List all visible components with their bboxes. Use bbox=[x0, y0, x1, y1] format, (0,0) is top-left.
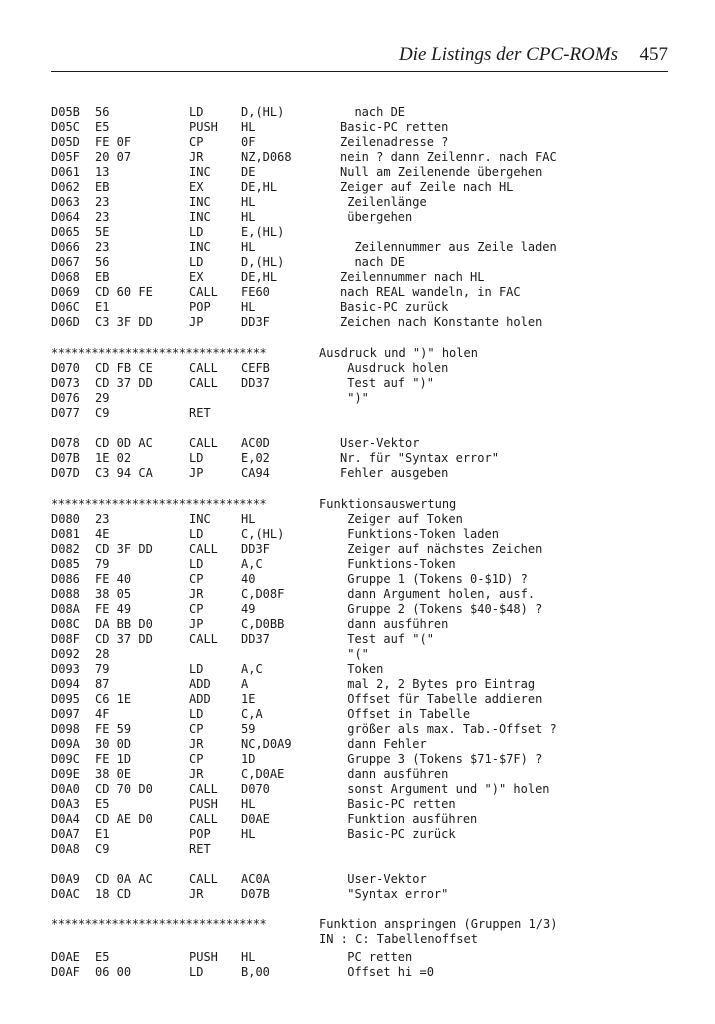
mnemonic-cell: PUSH bbox=[189, 797, 218, 811]
opcode-bytes-cell: 87 bbox=[95, 677, 110, 691]
comment-cell: User-Vektor bbox=[340, 436, 420, 450]
opcode-bytes-cell: C3 3F DD bbox=[95, 315, 153, 329]
section-heading: Funktion anspringen (Gruppen 1/3) bbox=[319, 917, 558, 931]
comment-cell: Funktions-Token bbox=[340, 557, 456, 571]
address-cell: D082 bbox=[51, 542, 80, 556]
comment-cell: Basic-PC zurück bbox=[340, 827, 456, 841]
operand-cell: HL bbox=[241, 827, 256, 841]
comment-cell: Funktions-Token laden bbox=[340, 527, 499, 541]
mnemonic-cell: CALL bbox=[189, 542, 218, 556]
address-cell: D095 bbox=[51, 692, 80, 706]
comment-cell: Basic-PC zurück bbox=[340, 300, 449, 314]
address-cell: D08C bbox=[51, 617, 80, 631]
operand-cell: DE,HL bbox=[241, 270, 278, 284]
opcode-bytes-cell: C9 bbox=[95, 406, 110, 420]
mnemonic-cell: CP bbox=[189, 135, 204, 149]
address-cell: D097 bbox=[51, 707, 80, 721]
address-cell: D08F bbox=[51, 632, 80, 646]
opcode-bytes-cell: 79 bbox=[95, 662, 110, 676]
operand-cell: DD37 bbox=[241, 632, 270, 646]
operand-cell: DE bbox=[241, 165, 256, 179]
mnemonic-cell: INC bbox=[189, 165, 211, 179]
address-cell: D0A0 bbox=[51, 782, 80, 796]
mnemonic-cell: CALL bbox=[189, 632, 218, 646]
operand-cell: AC0A bbox=[241, 872, 270, 886]
operand-cell: E,02 bbox=[241, 451, 270, 465]
mnemonic-cell: CALL bbox=[189, 436, 218, 450]
section-heading: Ausdruck und ")" holen bbox=[319, 346, 478, 360]
address-cell: D09C bbox=[51, 752, 80, 766]
separator-stars: ******************************** bbox=[51, 497, 267, 511]
address-cell: D08A bbox=[51, 602, 80, 616]
address-cell: D066 bbox=[51, 240, 80, 254]
address-cell: D094 bbox=[51, 677, 80, 691]
address-cell: D088 bbox=[51, 587, 80, 601]
comment-cell: Zeilenadresse ? bbox=[340, 135, 449, 149]
comment-cell: "(" bbox=[340, 647, 369, 661]
opcode-bytes-cell: FE 40 bbox=[95, 572, 132, 586]
operand-cell: D070 bbox=[241, 782, 270, 796]
opcode-bytes-cell: E5 bbox=[95, 120, 110, 134]
opcode-bytes-cell: CD 0A AC bbox=[95, 872, 153, 886]
mnemonic-cell: JR bbox=[189, 737, 204, 751]
mnemonic-cell: JR bbox=[189, 587, 204, 601]
opcode-bytes-cell: CD 70 D0 bbox=[95, 782, 153, 796]
opcode-bytes-cell: CD AE D0 bbox=[95, 812, 153, 826]
operand-cell: NZ,D068 bbox=[241, 150, 292, 164]
mnemonic-cell: RET bbox=[189, 406, 211, 420]
address-cell: D062 bbox=[51, 180, 80, 194]
opcode-bytes-cell: 38 05 bbox=[95, 587, 132, 601]
comment-cell: User-Vektor bbox=[340, 872, 427, 886]
address-cell: D05D bbox=[51, 135, 80, 149]
opcode-bytes-cell: 38 0E bbox=[95, 767, 132, 781]
address-cell: D073 bbox=[51, 376, 80, 390]
address-cell: D0AF bbox=[51, 965, 80, 979]
mnemonic-cell: CALL bbox=[189, 361, 218, 375]
comment-cell: dann ausführen bbox=[340, 767, 449, 781]
operand-cell: C,D0BB bbox=[241, 617, 285, 631]
comment-cell: Gruppe 3 (Tokens $71-$7F) ? bbox=[340, 752, 543, 766]
operand-cell: HL bbox=[241, 797, 256, 811]
mnemonic-cell: CALL bbox=[189, 782, 218, 796]
operand-cell: DD3F bbox=[241, 315, 270, 329]
opcode-bytes-cell: CD 37 DD bbox=[95, 632, 153, 646]
comment-cell: Gruppe 1 (Tokens 0-$1D) ? bbox=[340, 572, 528, 586]
comment-cell: dann Fehler bbox=[340, 737, 427, 751]
comment-cell: Offset in Tabelle bbox=[340, 707, 471, 721]
operand-cell: CA94 bbox=[241, 466, 270, 480]
mnemonic-cell: LD bbox=[189, 255, 204, 269]
address-cell: D0A3 bbox=[51, 797, 80, 811]
comment-cell: Token bbox=[340, 662, 384, 676]
operand-cell: 1D bbox=[241, 752, 256, 766]
opcode-bytes-cell: 20 07 bbox=[95, 150, 132, 164]
comment-cell: Zeiger auf Zeile nach HL bbox=[340, 180, 514, 194]
address-cell: D05C bbox=[51, 120, 80, 134]
operand-cell: DE,HL bbox=[241, 180, 278, 194]
mnemonic-cell: LD bbox=[189, 225, 204, 239]
comment-cell: Zeiger auf nächstes Zeichen bbox=[340, 542, 543, 556]
mnemonic-cell: INC bbox=[189, 240, 211, 254]
address-cell: D098 bbox=[51, 722, 80, 736]
comment-cell: dann Argument holen, ausf. bbox=[340, 587, 536, 601]
mnemonic-cell: JP bbox=[189, 315, 204, 329]
opcode-bytes-cell: FE 1D bbox=[95, 752, 132, 766]
mnemonic-cell: INC bbox=[189, 512, 211, 526]
comment-cell: nach REAL wandeln, in FAC bbox=[340, 285, 521, 299]
operand-cell: DD37 bbox=[241, 376, 270, 390]
address-cell: D0AE bbox=[51, 950, 80, 964]
address-cell: D0A7 bbox=[51, 827, 80, 841]
mnemonic-cell: JR bbox=[189, 887, 204, 901]
mnemonic-cell: PUSH bbox=[189, 120, 218, 134]
operand-cell: HL bbox=[241, 300, 256, 314]
separator-stars: ******************************** bbox=[51, 346, 267, 360]
comment-cell: Offset für Tabelle addieren bbox=[340, 692, 543, 706]
mnemonic-cell: CP bbox=[189, 752, 204, 766]
mnemonic-cell: LD bbox=[189, 965, 204, 979]
mnemonic-cell: ADD bbox=[189, 692, 211, 706]
section-subheading: IN : C: Tabellenoffset bbox=[319, 932, 478, 946]
comment-cell: Gruppe 2 (Tokens $40-$48) ? bbox=[340, 602, 543, 616]
opcode-bytes-cell: 23 bbox=[95, 210, 110, 224]
opcode-bytes-cell: CD 0D AC bbox=[95, 436, 153, 450]
operand-cell: DD3F bbox=[241, 542, 270, 556]
operand-cell: D,(HL) bbox=[241, 255, 285, 269]
opcode-bytes-cell: 4F bbox=[95, 707, 110, 721]
address-cell: D085 bbox=[51, 557, 80, 571]
opcode-bytes-cell: FE 49 bbox=[95, 602, 132, 616]
mnemonic-cell: INC bbox=[189, 195, 211, 209]
mnemonic-cell: CP bbox=[189, 722, 204, 736]
opcode-bytes-cell: 56 bbox=[95, 105, 110, 119]
address-cell: D077 bbox=[51, 406, 80, 420]
address-cell: D067 bbox=[51, 255, 80, 269]
comment-cell: PC retten bbox=[340, 950, 413, 964]
address-cell: D086 bbox=[51, 572, 80, 586]
address-cell: D0AC bbox=[51, 887, 80, 901]
operand-cell: HL bbox=[241, 195, 256, 209]
mnemonic-cell: JR bbox=[189, 767, 204, 781]
comment-cell: größer als max. Tab.-Offset ? bbox=[340, 722, 557, 736]
address-cell: D068 bbox=[51, 270, 80, 284]
mnemonic-cell: CALL bbox=[189, 285, 218, 299]
comment-cell: Basic-PC retten bbox=[340, 797, 456, 811]
opcode-bytes-cell: 28 bbox=[95, 647, 110, 661]
opcode-bytes-cell: CD FB CE bbox=[95, 361, 153, 375]
comment-cell: Basic-PC retten bbox=[340, 120, 449, 134]
address-cell: D0A9 bbox=[51, 872, 80, 886]
operand-cell: CEFB bbox=[241, 361, 270, 375]
comment-cell: ")" bbox=[340, 391, 369, 405]
operand-cell: C,(HL) bbox=[241, 527, 285, 541]
mnemonic-cell: CALL bbox=[189, 872, 218, 886]
mnemonic-cell: CP bbox=[189, 572, 204, 586]
opcode-bytes-cell: 29 bbox=[95, 391, 110, 405]
operand-cell: HL bbox=[241, 240, 256, 254]
comment-cell: Funktion ausführen bbox=[340, 812, 478, 826]
address-cell: D063 bbox=[51, 195, 80, 209]
opcode-bytes-cell: 23 bbox=[95, 195, 110, 209]
opcode-bytes-cell: 56 bbox=[95, 255, 110, 269]
page-number: 457 bbox=[639, 44, 668, 65]
opcode-bytes-cell: 06 00 bbox=[95, 965, 132, 979]
comment-cell: Offset hi =0 bbox=[340, 965, 434, 979]
address-cell: D0A8 bbox=[51, 842, 80, 856]
mnemonic-cell: LD bbox=[189, 451, 204, 465]
comment-cell: "Syntax error" bbox=[340, 887, 449, 901]
mnemonic-cell: JR bbox=[189, 150, 204, 164]
comment-cell: nach DE bbox=[340, 105, 406, 119]
opcode-bytes-cell: E5 bbox=[95, 950, 110, 964]
comment-cell: nach DE bbox=[340, 255, 406, 269]
opcode-bytes-cell: 13 bbox=[95, 165, 110, 179]
opcode-bytes-cell: 79 bbox=[95, 557, 110, 571]
operand-cell: A,C bbox=[241, 662, 263, 676]
opcode-bytes-cell: EB bbox=[95, 180, 110, 194]
mnemonic-cell: LD bbox=[189, 105, 204, 119]
comment-cell: Nr. für "Syntax error" bbox=[340, 451, 499, 465]
mnemonic-cell: JP bbox=[189, 617, 204, 631]
mnemonic-cell: CP bbox=[189, 602, 204, 616]
address-cell: D093 bbox=[51, 662, 80, 676]
opcode-bytes-cell: 23 bbox=[95, 240, 110, 254]
opcode-bytes-cell: 1E 02 bbox=[95, 451, 132, 465]
address-cell: D064 bbox=[51, 210, 80, 224]
opcode-bytes-cell: C6 1E bbox=[95, 692, 132, 706]
comment-cell: Zeiger auf Token bbox=[340, 512, 463, 526]
comment-cell: mal 2, 2 Bytes pro Eintrag bbox=[340, 677, 536, 691]
comment-cell: Zeilenlänge bbox=[340, 195, 427, 209]
mnemonic-cell: LD bbox=[189, 662, 204, 676]
opcode-bytes-cell: CD 3F DD bbox=[95, 542, 153, 556]
mnemonic-cell: EX bbox=[189, 270, 204, 284]
operand-cell: C,D08F bbox=[241, 587, 285, 601]
comment-cell: Test auf "(" bbox=[340, 632, 434, 646]
address-cell: D078 bbox=[51, 436, 80, 450]
comment-cell: übergehen bbox=[340, 210, 413, 224]
address-cell: D092 bbox=[51, 647, 80, 661]
opcode-bytes-cell: DA BB D0 bbox=[95, 617, 153, 631]
address-cell: D05B bbox=[51, 105, 80, 119]
address-cell: D076 bbox=[51, 391, 80, 405]
mnemonic-cell: LD bbox=[189, 527, 204, 541]
operand-cell: C,D0AE bbox=[241, 767, 285, 781]
opcode-bytes-cell: 18 CD bbox=[95, 887, 132, 901]
opcode-bytes-cell: E1 bbox=[95, 300, 110, 314]
operand-cell: 40 bbox=[241, 572, 256, 586]
operand-cell: B,00 bbox=[241, 965, 270, 979]
mnemonic-cell: POP bbox=[189, 300, 211, 314]
mnemonic-cell: CALL bbox=[189, 376, 218, 390]
address-cell: D069 bbox=[51, 285, 80, 299]
address-cell: D0A4 bbox=[51, 812, 80, 826]
opcode-bytes-cell: FE 59 bbox=[95, 722, 132, 736]
opcode-bytes-cell: C3 94 CA bbox=[95, 466, 153, 480]
operand-cell: C,A bbox=[241, 707, 263, 721]
opcode-bytes-cell: E1 bbox=[95, 827, 110, 841]
operand-cell: D0AE bbox=[241, 812, 270, 826]
opcode-bytes-cell: E5 bbox=[95, 797, 110, 811]
operand-cell: HL bbox=[241, 950, 256, 964]
comment-cell: Fehler ausgeben bbox=[340, 466, 449, 480]
address-cell: D070 bbox=[51, 361, 80, 375]
mnemonic-cell: LD bbox=[189, 557, 204, 571]
comment-cell: sonst Argument und ")" holen bbox=[340, 782, 550, 796]
comment-cell: Zeilennummer aus Zeile laden bbox=[340, 240, 557, 254]
mnemonic-cell: JP bbox=[189, 466, 204, 480]
running-title: Die Listings der CPC-ROMs bbox=[398, 44, 618, 65]
opcode-bytes-cell: CD 60 FE bbox=[95, 285, 153, 299]
address-cell: D09E bbox=[51, 767, 80, 781]
mnemonic-cell: CALL bbox=[189, 812, 218, 826]
operand-cell: 1E bbox=[241, 692, 256, 706]
opcode-bytes-cell: CD 37 DD bbox=[95, 376, 153, 390]
comment-cell: Ausdruck holen bbox=[340, 361, 449, 375]
operand-cell: D,(HL) bbox=[241, 105, 285, 119]
address-cell: D06C bbox=[51, 300, 80, 314]
operand-cell: FE60 bbox=[241, 285, 270, 299]
mnemonic-cell: ADD bbox=[189, 677, 211, 691]
operand-cell: 49 bbox=[241, 602, 256, 616]
mnemonic-cell: RET bbox=[189, 842, 211, 856]
mnemonic-cell: PUSH bbox=[189, 950, 218, 964]
mnemonic-cell: LD bbox=[189, 707, 204, 721]
address-cell: D065 bbox=[51, 225, 80, 239]
operand-cell: HL bbox=[241, 120, 256, 134]
comment-cell: Zeilennummer nach HL bbox=[340, 270, 485, 284]
comment-cell: dann ausführen bbox=[340, 617, 449, 631]
operand-cell: D07B bbox=[241, 887, 270, 901]
opcode-bytes-cell: 5E bbox=[95, 225, 110, 239]
address-cell: D07B bbox=[51, 451, 80, 465]
comment-cell: nein ? dann Zeilennr. nach FAC bbox=[340, 150, 557, 164]
operand-cell: E,(HL) bbox=[241, 225, 285, 239]
operand-cell: HL bbox=[241, 210, 256, 224]
address-cell: D080 bbox=[51, 512, 80, 526]
operand-cell: 59 bbox=[241, 722, 256, 736]
opcode-bytes-cell: C9 bbox=[95, 842, 110, 856]
address-cell: D05F bbox=[51, 150, 80, 164]
opcode-bytes-cell: 23 bbox=[95, 512, 110, 526]
operand-cell: A bbox=[241, 677, 249, 691]
address-cell: D081 bbox=[51, 527, 80, 541]
mnemonic-cell: INC bbox=[189, 210, 211, 224]
opcode-bytes-cell: EB bbox=[95, 270, 110, 284]
opcode-bytes-cell: 4E bbox=[95, 527, 110, 541]
address-cell: D06D bbox=[51, 315, 80, 329]
opcode-bytes-cell: FE 0F bbox=[95, 135, 132, 149]
mnemonic-cell: EX bbox=[189, 180, 204, 194]
opcode-bytes-cell: 30 0D bbox=[95, 737, 132, 751]
comment-cell: Test auf ")" bbox=[340, 376, 434, 390]
separator-stars: ******************************** bbox=[51, 917, 267, 931]
operand-cell: A,C bbox=[241, 557, 263, 571]
operand-cell: 0F bbox=[241, 135, 256, 149]
operand-cell: NC,D0A9 bbox=[241, 737, 292, 751]
address-cell: D061 bbox=[51, 165, 80, 179]
address-cell: D09A bbox=[51, 737, 80, 751]
section-heading: Funktionsauswertung bbox=[319, 497, 457, 511]
operand-cell: AC0D bbox=[241, 436, 270, 450]
operand-cell: HL bbox=[241, 512, 256, 526]
comment-cell: Zeichen nach Konstante holen bbox=[340, 315, 543, 329]
mnemonic-cell: POP bbox=[189, 827, 211, 841]
address-cell: D07D bbox=[51, 466, 80, 480]
comment-cell: Null am Zeilenende übergehen bbox=[340, 165, 543, 179]
